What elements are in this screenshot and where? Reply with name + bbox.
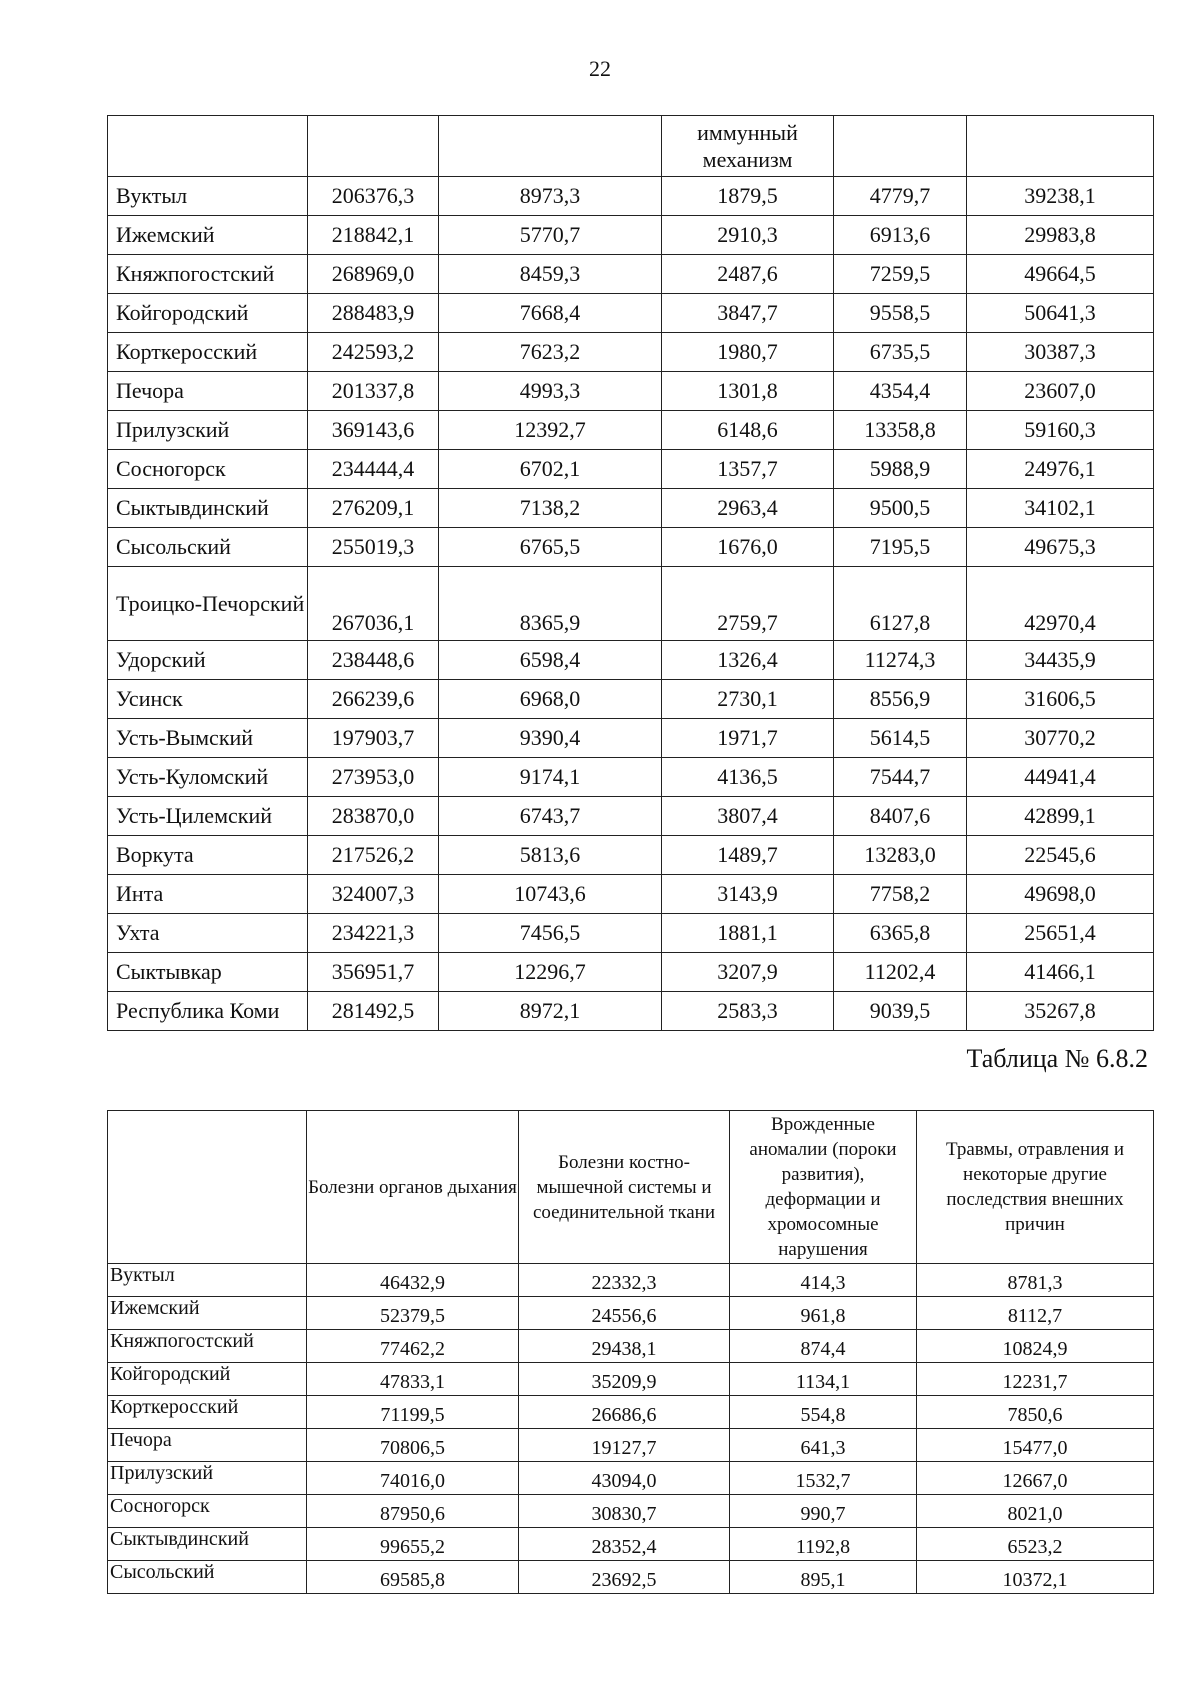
table-1-cell: 266239,6: [308, 680, 439, 719]
table-1-cell: 23607,0: [967, 372, 1154, 411]
table-2-cell: 69585,8: [307, 1561, 519, 1594]
table-1-cell: 283870,0: [308, 797, 439, 836]
table-2-cell: 26686,6: [519, 1396, 730, 1429]
table-1-row-label: Ижемский: [108, 216, 308, 255]
table-1-cell: 34435,9: [967, 641, 1154, 680]
table-1-row-label: Койгородский: [108, 294, 308, 333]
table-1-row: [108, 177, 1154, 216]
table-2-cell: 1134,1: [730, 1363, 917, 1396]
table-2-cell: 414,3: [730, 1264, 917, 1297]
table-1-cell: 5813,6: [439, 836, 662, 875]
table-2-header-cell: [108, 1111, 307, 1264]
table-1-cell: 7758,2: [834, 875, 967, 914]
table-2-cell: 1192,8: [730, 1528, 917, 1561]
table-1-row: [108, 411, 1154, 450]
table-2-header-cell: Травмы, отравления и некоторые другие последствия внешних причин: [917, 1111, 1154, 1264]
table-2-row-label: Корткеросский: [108, 1396, 307, 1429]
table-1-header-cell: иммунный механизм: [662, 116, 834, 177]
table-2-cell: 7850,6: [917, 1396, 1154, 1429]
table-1-cell: 2963,4: [662, 489, 834, 528]
table-1-cell: 6127,8: [834, 567, 967, 641]
table-1-row: [108, 450, 1154, 489]
table-1-cell: 9174,1: [439, 758, 662, 797]
table-1-row-label: Инта: [108, 875, 308, 914]
table-2-row-label: Ижемский: [108, 1297, 307, 1330]
table-1-cell: 34102,1: [967, 489, 1154, 528]
table-1-cell: 13283,0: [834, 836, 967, 875]
table-1-cell: 369143,6: [308, 411, 439, 450]
table-1-cell: 7195,5: [834, 528, 967, 567]
table-2-cell: 10824,9: [917, 1330, 1154, 1363]
table-1-cell: 6735,5: [834, 333, 967, 372]
table-caption: Таблица № 6.8.2: [966, 1044, 1148, 1073]
table-1-cell: 2730,1: [662, 680, 834, 719]
table-2-row: [108, 1297, 1154, 1330]
table-1-row-label: Сыктывдинский: [108, 489, 308, 528]
table-1-row-label: Княжпогостский: [108, 255, 308, 294]
table-1-header-cell: [308, 116, 439, 177]
table-1-cell: 5988,9: [834, 450, 967, 489]
table-1-cell: 2759,7: [662, 567, 834, 641]
table-1-row-label: Сысольский: [108, 528, 308, 567]
table-1-cell: 7668,4: [439, 294, 662, 333]
table-2-cell: 19127,7: [519, 1429, 730, 1462]
table-2-header-cell: Врожденные аномалии (пороки развития), деформации и хромосомные нарушения: [730, 1111, 917, 1264]
table-2-row-label: Княжпогостский: [108, 1330, 307, 1363]
table-1-row-label: Ухта: [108, 914, 308, 953]
table-2-row-label: Печора: [108, 1429, 307, 1462]
table-2-header-row: [108, 1111, 1154, 1264]
table-2-cell: 24556,6: [519, 1297, 730, 1330]
table-2-cell: 70806,5: [307, 1429, 519, 1462]
table-1-cell: 49675,3: [967, 528, 1154, 567]
table-1-row: [108, 875, 1154, 914]
table-1-cell: 6913,6: [834, 216, 967, 255]
table-1-cell: 12392,7: [439, 411, 662, 450]
table-1-cell: 49698,0: [967, 875, 1154, 914]
table-2-cell: 23692,5: [519, 1561, 730, 1594]
table-2-row: [108, 1462, 1154, 1495]
table-1-cell: 242593,2: [308, 333, 439, 372]
table-1-cell: 5770,7: [439, 216, 662, 255]
table-1-cell: 3847,7: [662, 294, 834, 333]
table-1-row-label: Усть-Куломский: [108, 758, 308, 797]
table-2-header-cell: Болезни костно-мышечной системы и соединительной ткани: [519, 1111, 730, 1264]
table-1-cell: 1879,5: [662, 177, 834, 216]
table-1-cell: 2583,3: [662, 992, 834, 1031]
table-1-cell: 25651,4: [967, 914, 1154, 953]
table-1-cell: 217526,2: [308, 836, 439, 875]
table-1-row-label: Усть-Цилемский: [108, 797, 308, 836]
table-1-cell: 255019,3: [308, 528, 439, 567]
table-1-row: [108, 294, 1154, 333]
table-2-cell: 52379,5: [307, 1297, 519, 1330]
table-1-cell: 24976,1: [967, 450, 1154, 489]
table-1-cell: 2910,3: [662, 216, 834, 255]
table-1-cell: 41466,1: [967, 953, 1154, 992]
table-1-cell: 218842,1: [308, 216, 439, 255]
table-1-header-cell: [967, 116, 1154, 177]
table-2-cell: 35209,9: [519, 1363, 730, 1396]
table-1-row: [108, 953, 1154, 992]
table-1-cell: 7544,7: [834, 758, 967, 797]
table-1-cell: 11202,4: [834, 953, 967, 992]
table-2-cell: 71199,5: [307, 1396, 519, 1429]
table-1-cell: 30770,2: [967, 719, 1154, 758]
table-1-cell: 8973,3: [439, 177, 662, 216]
table-1-cell: 6365,8: [834, 914, 967, 953]
table-2-cell: 8781,3: [917, 1264, 1154, 1297]
table-2-cell: 12667,0: [917, 1462, 1154, 1495]
table-2-cell: 8112,7: [917, 1297, 1154, 1330]
table-2-cell: 46432,9: [307, 1264, 519, 1297]
table-2-cell: 87950,6: [307, 1495, 519, 1528]
table-1-row: [108, 758, 1154, 797]
table-1-row: [108, 836, 1154, 875]
table-1-cell: 7138,2: [439, 489, 662, 528]
table-1-cell: 8556,9: [834, 680, 967, 719]
table-1-row-label: Вуктыл: [108, 177, 308, 216]
table-1-cell: 1301,8: [662, 372, 834, 411]
table-1-cell: 4993,3: [439, 372, 662, 411]
table-2-row: [108, 1561, 1154, 1594]
table-1-cell: 197903,7: [308, 719, 439, 758]
table-1-cell: 3207,9: [662, 953, 834, 992]
table-2-row-label: Прилузский: [108, 1462, 307, 1495]
table-1-cell: 268969,0: [308, 255, 439, 294]
table-1-cell: 44941,4: [967, 758, 1154, 797]
table-1-cell: 206376,3: [308, 177, 439, 216]
table-1-cell: 6743,7: [439, 797, 662, 836]
table-2-cell: 874,4: [730, 1330, 917, 1363]
table-1-cell: 1326,4: [662, 641, 834, 680]
table-1-cell: 5614,5: [834, 719, 967, 758]
table-1-row-label: Республика Коми: [108, 992, 308, 1031]
table-1-cell: 11274,3: [834, 641, 967, 680]
table-1-cell: 8972,1: [439, 992, 662, 1031]
table-1-cell: 4779,7: [834, 177, 967, 216]
table-2: [107, 1110, 1154, 1594]
table-1-cell: 6765,5: [439, 528, 662, 567]
table-1-cell: 324007,3: [308, 875, 439, 914]
table-2-cell: 10372,1: [917, 1561, 1154, 1594]
table-1-cell: 49664,5: [967, 255, 1154, 294]
table-2-cell: 29438,1: [519, 1330, 730, 1363]
table-1-cell: 7259,5: [834, 255, 967, 294]
table-1-cell: 234221,3: [308, 914, 439, 953]
table-1-cell: 281492,5: [308, 992, 439, 1031]
table-1-cell: 10743,6: [439, 875, 662, 914]
table-1-cell: 50641,3: [967, 294, 1154, 333]
table-2-row: [108, 1495, 1154, 1528]
table-1-cell: 9558,5: [834, 294, 967, 333]
table-1-cell: 1357,7: [662, 450, 834, 489]
table-2-row: [108, 1264, 1154, 1297]
table-1-cell: 30387,3: [967, 333, 1154, 372]
table-1-header-cell: [834, 116, 967, 177]
table-1-cell: 1971,7: [662, 719, 834, 758]
table-2-cell: 6523,2: [917, 1528, 1154, 1561]
table-2-cell: 15477,0: [917, 1429, 1154, 1462]
table-1-cell: 29983,8: [967, 216, 1154, 255]
table-2-cell: 641,3: [730, 1429, 917, 1462]
table-1-cell: 356951,7: [308, 953, 439, 992]
table-1-cell: 6598,4: [439, 641, 662, 680]
table-1-cell: 1980,7: [662, 333, 834, 372]
table-2-row-label: Сысольский: [108, 1561, 307, 1594]
table-1-row: [108, 797, 1154, 836]
table-2-cell: 895,1: [730, 1561, 917, 1594]
table-1-row: [108, 255, 1154, 294]
table-1-row-label: Печора: [108, 372, 308, 411]
table-2-cell: 12231,7: [917, 1363, 1154, 1396]
table-2-cell: 990,7: [730, 1495, 917, 1528]
table-1-header-row: [108, 116, 1154, 177]
table-1-cell: 59160,3: [967, 411, 1154, 450]
table-1-row: [108, 372, 1154, 411]
table-1-cell: 201337,8: [308, 372, 439, 411]
table-1-cell: 4354,4: [834, 372, 967, 411]
table-1-row-label: Сыктывкар: [108, 953, 308, 992]
table-1-row: [108, 567, 1154, 641]
table-1-cell: 42970,4: [967, 567, 1154, 641]
table-2-cell: 961,8: [730, 1297, 917, 1330]
table-1-cell: 39238,1: [967, 177, 1154, 216]
table-1-row: [108, 914, 1154, 953]
table-1-cell: 3143,9: [662, 875, 834, 914]
table-1-cell: 35267,8: [967, 992, 1154, 1031]
table-1-header-cell: [108, 116, 308, 177]
table-2-cell: 1532,7: [730, 1462, 917, 1495]
table-2-row: [108, 1528, 1154, 1561]
table-1-row-label: Воркута: [108, 836, 308, 875]
table-2-row: [108, 1429, 1154, 1462]
table-1-cell: 1676,0: [662, 528, 834, 567]
table-2-cell: 43094,0: [519, 1462, 730, 1495]
table-1-cell: 31606,5: [967, 680, 1154, 719]
table-1-cell: 22545,6: [967, 836, 1154, 875]
table-1-row: [108, 641, 1154, 680]
table-1-cell: 12296,7: [439, 953, 662, 992]
table-1-row: [108, 216, 1154, 255]
table-1-cell: 2487,6: [662, 255, 834, 294]
table-1-cell: 6702,1: [439, 450, 662, 489]
table-2-header-cell: Болезни органов дыхания: [307, 1111, 519, 1264]
table-1-row: [108, 680, 1154, 719]
table-1-row-label: Удорский: [108, 641, 308, 680]
table-1-cell: 8459,3: [439, 255, 662, 294]
table-2-row: [108, 1330, 1154, 1363]
table-1-cell: 288483,9: [308, 294, 439, 333]
table-1-cell: 6968,0: [439, 680, 662, 719]
table-2-row: [108, 1363, 1154, 1396]
table-1-row-label: Прилузский: [108, 411, 308, 450]
table-2-cell: 8021,0: [917, 1495, 1154, 1528]
table-1-cell: 42899,1: [967, 797, 1154, 836]
table-1-cell: 3807,4: [662, 797, 834, 836]
table-1-cell: 8365,9: [439, 567, 662, 641]
table-1-cell: 267036,1: [308, 567, 439, 641]
table-2-row-label: Койгородский: [108, 1363, 307, 1396]
table-1-cell: 7623,2: [439, 333, 662, 372]
table-1-cell: 1489,7: [662, 836, 834, 875]
table-2-row-label: Сосногорск: [108, 1495, 307, 1528]
table-1-cell: 238448,6: [308, 641, 439, 680]
table-1-header-cell: [439, 116, 662, 177]
table-1-row: [108, 489, 1154, 528]
table-1-row-label: Сосногорск: [108, 450, 308, 489]
table-1-cell: 273953,0: [308, 758, 439, 797]
table-1-cell: 9500,5: [834, 489, 967, 528]
table-1-row: [108, 333, 1154, 372]
table-2-cell: 74016,0: [307, 1462, 519, 1495]
table-1-row: [108, 528, 1154, 567]
table-2-cell: 99655,2: [307, 1528, 519, 1561]
table-2-cell: 554,8: [730, 1396, 917, 1429]
table-2-row: [108, 1396, 1154, 1429]
table-2-cell: 30830,7: [519, 1495, 730, 1528]
page-number: 22: [589, 56, 611, 81]
table-1-cell: 4136,5: [662, 758, 834, 797]
table-2-row-label: Вуктыл: [108, 1264, 307, 1297]
table-1-row: [108, 992, 1154, 1031]
table-2-cell: 28352,4: [519, 1528, 730, 1561]
table-1: [107, 115, 1154, 1031]
table-1-cell: 234444,4: [308, 450, 439, 489]
table-1-row: [108, 719, 1154, 758]
table-2-row-label: Сыктывдинский: [108, 1528, 307, 1561]
table-1-cell: 276209,1: [308, 489, 439, 528]
table-1-cell: 9390,4: [439, 719, 662, 758]
table-1-cell: 13358,8: [834, 411, 967, 450]
table-1-cell: 6148,6: [662, 411, 834, 450]
table-1-row-label: Усть-Вымский: [108, 719, 308, 758]
table-2-cell: 47833,1: [307, 1363, 519, 1396]
table-2-cell: 22332,3: [519, 1264, 730, 1297]
table-2-cell: 77462,2: [307, 1330, 519, 1363]
table-1-row-label: Троицко-Печорский: [108, 567, 308, 641]
table-1-cell: 1881,1: [662, 914, 834, 953]
table-1-row-label: Корткеросский: [108, 333, 308, 372]
table-1-row-label: Усинск: [108, 680, 308, 719]
table-1-cell: 8407,6: [834, 797, 967, 836]
table-1-cell: 9039,5: [834, 992, 967, 1031]
table-1-cell: 7456,5: [439, 914, 662, 953]
